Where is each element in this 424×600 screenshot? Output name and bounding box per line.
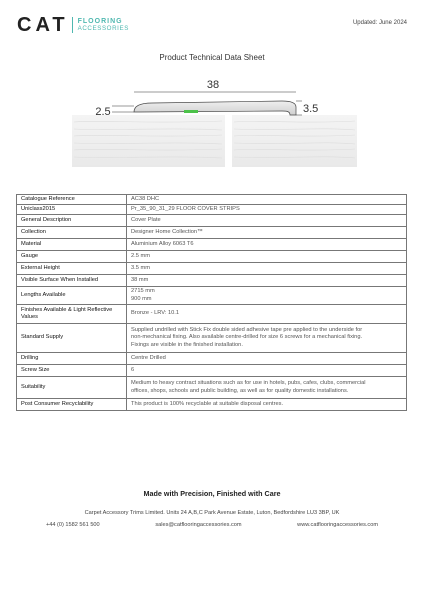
spec-value: 2.5 mm [127, 251, 407, 263]
spec-label: Suitability [17, 377, 127, 399]
footer-contact [46, 522, 378, 528]
spec-value: Cover Plate [127, 215, 407, 227]
spec-row [17, 263, 407, 275]
company-logo[interactable] [17, 15, 129, 35]
spec-value-line: 2715 mm [131, 288, 155, 295]
spec-label: Finishes Available & Light Reflective Values [17, 305, 127, 324]
spec-label: Standard Supply [17, 324, 127, 353]
profile-diagram [0, 70, 424, 180]
spec-value-line: Fixings are visible in the finished installation. [131, 341, 243, 348]
logo-subtitle-line2: ACCESSORIES [77, 25, 129, 32]
spec-label: Uniclass2015 [17, 205, 127, 215]
logo-subtitle-line1: FLOORING [77, 18, 123, 25]
spec-value: This product is 100% recyclable at suitable disposal centres. [127, 399, 407, 411]
spec-row [17, 239, 407, 251]
updated-date: Updated: June 2024 [352, 20, 407, 26]
logo-subtitle [78, 18, 129, 32]
spec-row [17, 324, 407, 353]
profile-drawing [0, 70, 424, 180]
spec-row [17, 287, 407, 305]
spec-label: General Description [17, 215, 127, 227]
spec-row [17, 215, 407, 227]
spec-label: External Height [17, 263, 127, 275]
floor-right [232, 115, 357, 167]
footer-email[interactable]: sales@catflooringaccessories.com [155, 522, 242, 528]
spec-value: Designer Home Collection™ [127, 227, 407, 239]
spec-label: Drilling [17, 353, 127, 365]
spec-value: 38 mm [127, 275, 407, 287]
spec-value: 3.5 mm [127, 263, 407, 275]
spec-value: Bronze - LRV: 10.1 [127, 305, 407, 324]
spec-row [17, 305, 407, 324]
footer-phone[interactable]: +44 (0) 1582 561 500 [46, 522, 100, 528]
spec-row [17, 365, 407, 377]
header [0, 0, 424, 44]
logo-wordmark: CAT [17, 14, 69, 36]
floor-gap [225, 115, 232, 167]
height-label: 3.5 [303, 103, 319, 115]
spec-value-line: non-mechanical fixing. Also available centre-drilled for size 6 screws for a mechanical fixing. [131, 334, 363, 341]
spec-row [17, 205, 407, 215]
spec-label: Gauge [17, 251, 127, 263]
spec-value-line: Medium to heavy contract situations such as for use in hotels, pubs, cafes, clubs, commercial [131, 380, 366, 387]
spec-row [17, 399, 407, 411]
spec-row [17, 227, 407, 239]
footer-tagline: Made with Precision, Finished with Care [143, 489, 281, 498]
gauge-label: 2.5 [95, 106, 111, 118]
logo-divider [72, 17, 73, 33]
footer-address: Carpet Accessory Trims Limited. Units 24 A,B,C Park Avenue Estate, Luton, Bedfordshire LU3 3BP, UK [84, 510, 340, 516]
spec-label: Material [17, 239, 127, 251]
spec-row [17, 195, 407, 205]
spec-value-line: Supplied undrilled with Stick Fix double sided adhesive tape pre applied to the underside for [131, 326, 363, 333]
document-title: Product Technical Data Sheet [159, 53, 265, 62]
spec-label: Collection [17, 227, 127, 239]
floor-left [72, 115, 225, 167]
spec-value: Aluminium Alloy 6063 T6 [127, 239, 407, 251]
spec-value: AC38 DHC [127, 195, 407, 205]
spec-label: Catalogue Reference [17, 195, 127, 205]
specification-table [16, 194, 407, 411]
spec-label: Screw Size [17, 365, 127, 377]
spec-label: Visible Surface When Installed [17, 275, 127, 287]
spec-row [17, 251, 407, 263]
spec-row [17, 377, 407, 399]
cover-plate-profile [134, 101, 296, 115]
spec-value [127, 324, 407, 353]
spec-value: Pr_35_90_31_29 FLOOR COVER STRIPS [127, 205, 407, 215]
spec-value-line: offices, shops, schools and public building, as well as for quality domestic installations. [131, 387, 349, 394]
spec-label: Post Consumer Recyclability [17, 399, 127, 411]
spec-value: 6 [127, 365, 407, 377]
adhesive-tape [184, 110, 198, 113]
footer-website[interactable]: www.catflooringaccessories.com [297, 522, 378, 528]
spec-label: Lengths Available [17, 287, 127, 305]
spec-value [127, 287, 407, 305]
width-label: 38 [206, 79, 220, 91]
spec-value-line: 900 mm [131, 295, 152, 302]
spec-value [127, 377, 407, 399]
spec-value: Centre Drilled [127, 353, 407, 365]
spec-row [17, 275, 407, 287]
spec-row [17, 353, 407, 365]
